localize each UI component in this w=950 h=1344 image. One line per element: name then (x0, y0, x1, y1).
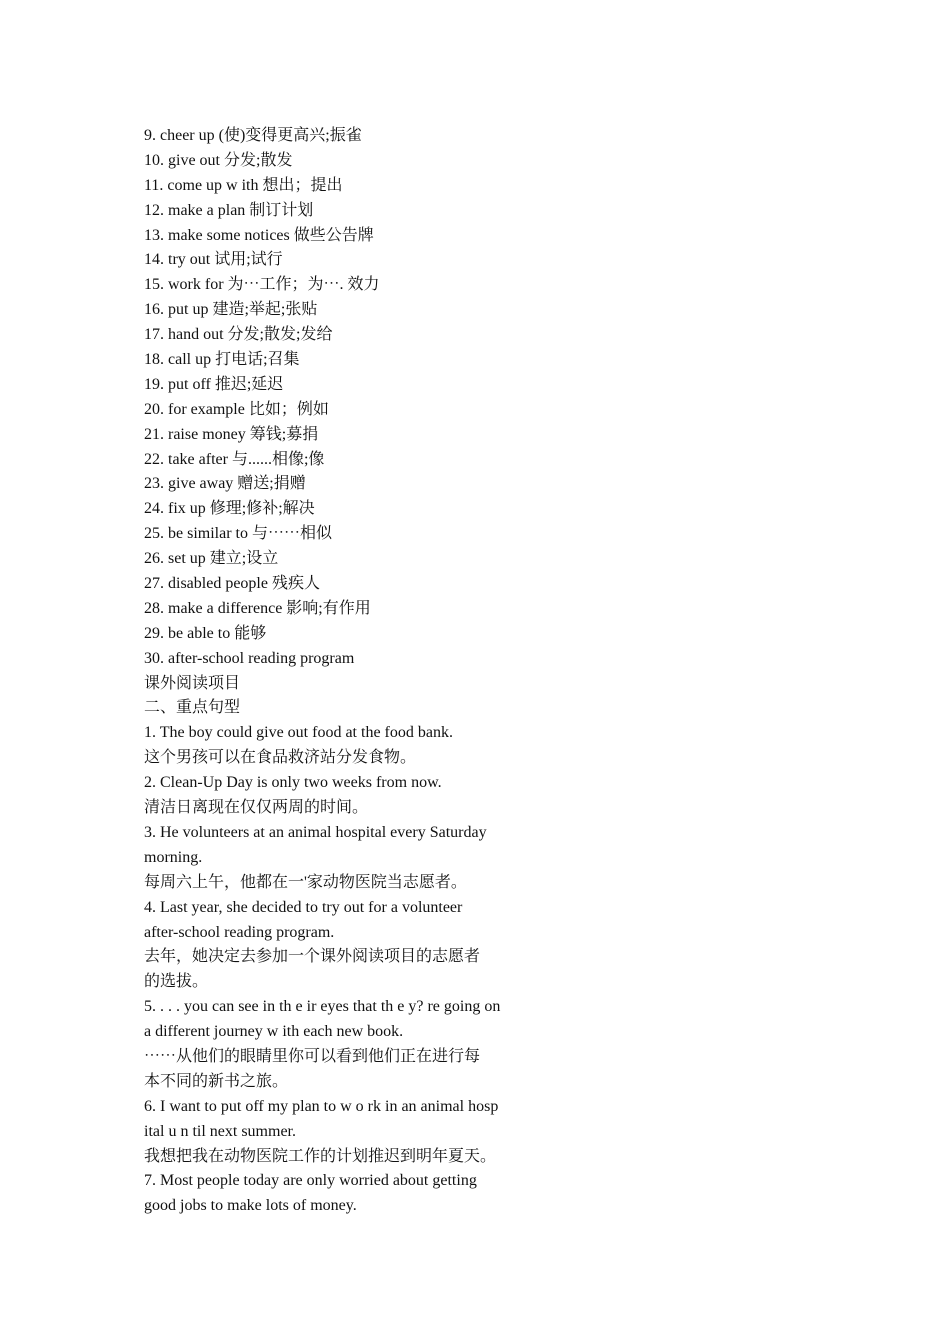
phrase-item: 23. give away 赠送;捐赠 (144, 475, 306, 493)
sentence-english: 3. He volunteers at an animal hospital every Saturday (144, 823, 487, 841)
sentence-english: good jobs to make lots of money. (144, 1197, 357, 1215)
sentence-chinese: 每周六上午，他都在一'家动物医院当志愿者。 (144, 873, 467, 891)
document-page (144, 124, 544, 1219)
phrase-item: 17. hand out 分发;散发;发给 (144, 326, 333, 344)
sentence-english: morning. (144, 848, 203, 866)
phrase-item: 15. work for 为⋯工作；为⋯. 效力 (144, 276, 380, 294)
phrase-item: 25. be similar to 与⋯⋯相似 (144, 525, 332, 543)
phrase-item: 18. call up 打电话;召集 (144, 351, 300, 369)
sentence-chinese: 本不同的新书之旅。 (144, 1072, 289, 1090)
phrase-item: 11. come up w ith 想出；提出 (144, 176, 343, 194)
phrase-item: 9. cheer up (使)变得更高兴;振雀 (144, 127, 362, 144)
phrase-item: 10. give out 分发;散发 (144, 151, 293, 169)
sentence-english: ital u n til next summer. (144, 1122, 296, 1140)
sentence-chinese: 清洁日离现在仅仅两周的时间。 (144, 799, 369, 817)
phrase-item: 24. fix up 修理;修补;解决 (144, 500, 315, 518)
phrase-item: 28. make a difference 影响;有作用 (144, 599, 371, 617)
sentence-chinese: 我想把我在动物医院工作的计划推迟到明年夏天。 (144, 1147, 497, 1165)
sentence-english: 6. I want to put off my plan to w o rk in an animal hosp (144, 1097, 499, 1115)
phrase-item: 14. try out 试用;试行 (144, 251, 283, 269)
phrase-item: 16. put up 建造;举起;张贴 (144, 301, 318, 319)
sentence-english: 5. . . . you can see in th e ir eyes that th e y? re going on (144, 998, 501, 1016)
sentence-english: 1. The boy could give out food at the food bank. (144, 724, 453, 742)
phrase-item: 21. raise money 筹钱;募捐 (144, 425, 319, 443)
sentence-english: 7. Most people today are only worried about getting (144, 1172, 477, 1190)
phrase-item: 26. set up 建立;设立 (144, 550, 279, 568)
phrase-item: 27. disabled people 残疾人 (144, 575, 320, 593)
phrase-item: 29. be able to 能够 (144, 624, 267, 642)
sentence-english: a different journey w ith each new book. (144, 1023, 404, 1041)
phrase-item: 13. make some notices 做些公告牌 (144, 226, 374, 244)
sentence-chinese: 的选拔。 (144, 973, 209, 991)
sentence-chinese: ⋯⋯从他们的眼睛里你可以看到他们正在进行每 (144, 1047, 481, 1065)
sentence-english: after-school reading program. (144, 923, 335, 941)
section-heading: 二、重点句型 (144, 699, 241, 717)
phrase-translation: 课外阅读项目 (144, 674, 241, 692)
phrase-item: 12. make a plan 制订计划 (144, 201, 314, 219)
phrase-item: 20. for example 比如；例如 (144, 400, 329, 418)
sentence-english: 4. Last year, she decided to try out for a volunteer (144, 898, 463, 916)
phrase-item: 22. take after 与......相像;像 (144, 450, 325, 468)
phrase-item: 19. put off 推迟;延迟 (144, 375, 284, 393)
sentence-english: 2. Clean-Up Day is only two weeks from now. (144, 774, 442, 792)
phrase-item: 30. after-school reading program (144, 649, 355, 667)
sentence-chinese: 这个男孩可以在食品救济站分发食物。 (144, 749, 417, 767)
sentence-chinese: 去年，她决定去参加一个课外阅读项目的志愿者 (144, 948, 481, 966)
